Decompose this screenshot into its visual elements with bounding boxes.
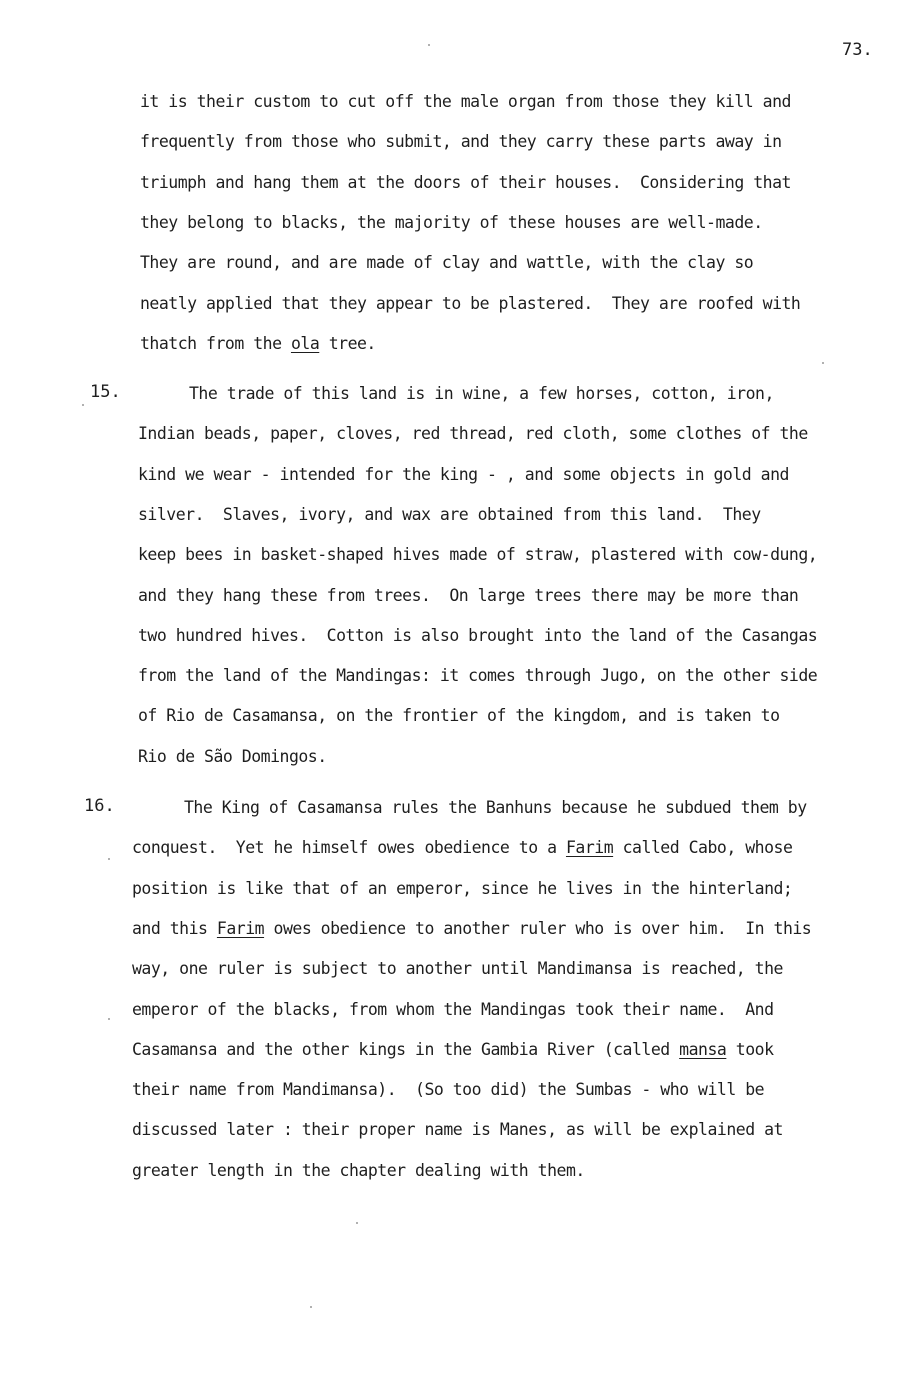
text-line <box>140 213 763 232</box>
paper-speck <box>108 1018 110 1020</box>
text-segment: thatch from the <box>140 333 291 353</box>
text-line <box>140 253 753 272</box>
text-segment: from the land of the Mandingas: it comes through Jugo, on the other side <box>138 666 818 686</box>
paper-speck <box>108 858 110 860</box>
text-line <box>138 706 780 725</box>
text-line <box>184 798 807 817</box>
paper-speck <box>428 44 430 46</box>
text-line <box>140 294 800 313</box>
text-segment: and they hang these from trees. On large trees there may be more than <box>138 585 799 605</box>
text-segment: tree. <box>319 333 376 353</box>
text-line <box>138 626 817 645</box>
text-segment: way, one ruler is subject to another until Mandimansa is reached, the <box>132 959 783 979</box>
text-line <box>132 838 792 857</box>
text-line <box>132 1161 585 1180</box>
underlined-term: mansa <box>679 1039 727 1059</box>
paper-speck <box>310 1306 312 1308</box>
underlined-term: Farim <box>565 838 614 858</box>
text-segment: They are round, and are made of clay and wattle, with the clay so <box>140 253 754 273</box>
text-line <box>189 384 774 403</box>
text-line <box>140 334 376 353</box>
text-segment: emperor of the blacks, from whom the Mandingas took their name. And <box>132 999 774 1019</box>
text-segment: it is their custom to cut off the male organ from those they kill and <box>140 92 791 111</box>
page-number: 73. <box>842 40 873 60</box>
text-line <box>140 173 791 192</box>
text-segment: neatly applied that they appear to be plastered. They are roofed with <box>140 293 801 313</box>
text-segment: position is like that of an emperor, since he lives in the hinterland; <box>132 878 793 898</box>
underlined-term: Farim <box>216 918 265 938</box>
paper-speck <box>356 1222 358 1224</box>
text-segment: took <box>726 1039 774 1059</box>
text-segment: triumph and hang them at the doors of their houses. Considering that <box>140 172 791 192</box>
text-segment: silver. Slaves, ivory, and wax are obtained from this land. They <box>138 504 761 524</box>
text-line <box>132 959 783 978</box>
text-segment: greater length in the chapter dealing with them. <box>132 1160 585 1180</box>
text-line <box>132 879 792 898</box>
text-segment: their name from Mandimansa). (So too did) the Sumbas - who will be <box>132 1080 765 1100</box>
text-segment: conquest. Yet he himself owes obedience to a <box>132 838 566 858</box>
underlined-term: ola <box>290 333 320 353</box>
text-line <box>132 919 811 938</box>
text-segment: Rio de São Domingos. <box>138 746 327 766</box>
text-line <box>138 465 789 484</box>
text-line <box>132 1120 783 1139</box>
text-segment: discussed later : their proper name is Manes, as will be explained at <box>132 1120 783 1140</box>
text-line <box>140 92 791 111</box>
text-line <box>138 545 817 564</box>
text-segment: Casamansa and the other kings in the Gambia River (called <box>132 1039 680 1059</box>
text-segment: keep bees in basket-shaped hives made of straw, plastered with cow-dung, <box>138 545 818 565</box>
text-segment: The King of Casamansa rules the Banhuns because he subdued them by <box>184 798 807 817</box>
text-segment: they belong to blacks, the majority of these houses are well-made. <box>140 212 763 232</box>
paper-speck <box>82 404 84 406</box>
text-line <box>132 1040 774 1059</box>
text-segment: Indian beads, paper, cloves, red thread, red cloth, some clothes of the <box>138 424 808 444</box>
text-segment: of Rio de Casamansa, on the frontier of the kingdom, and is taken to <box>138 706 780 726</box>
text-line <box>140 132 782 151</box>
text-line <box>138 666 817 685</box>
text-segment: owes obedience to another ruler who is over him. In this <box>264 918 812 938</box>
paragraph-number: 16. <box>84 796 115 816</box>
text-line <box>132 1080 764 1099</box>
text-segment: kind we wear - intended for the king - , and some objects in gold and <box>138 464 789 484</box>
text-line <box>132 1000 774 1019</box>
text-line <box>138 424 808 443</box>
paper-speck <box>822 362 824 364</box>
text-line <box>138 586 798 605</box>
text-segment: frequently from those who submit, and they carry these parts away in <box>140 132 782 152</box>
text-segment: The trade of this land is in wine, a few horses, cotton, iron, <box>189 384 774 403</box>
text-segment: two hundred hives. Cotton is also brought into the land of the Casangas <box>138 625 818 645</box>
text-segment: called Cabo, whose <box>613 838 793 858</box>
text-segment: and this <box>132 918 217 938</box>
text-line <box>138 747 327 766</box>
text-line <box>138 505 761 524</box>
paragraph-number: 15. <box>90 382 121 402</box>
